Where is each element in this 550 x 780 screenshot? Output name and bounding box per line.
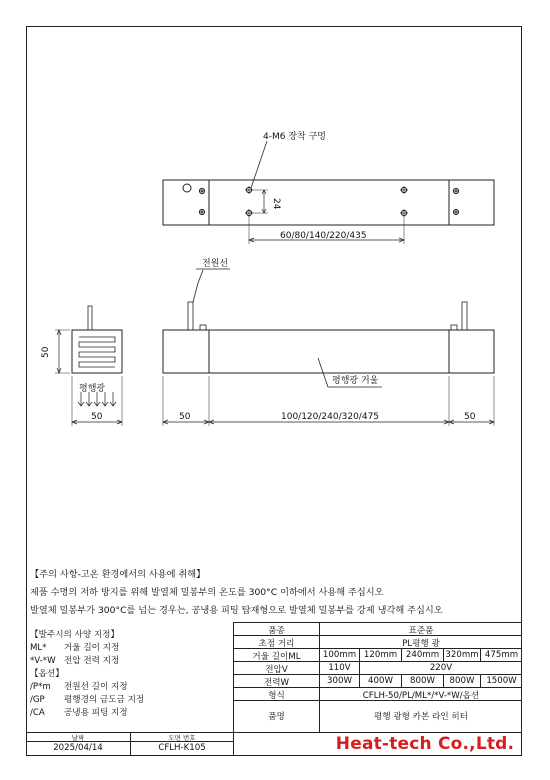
product-name-value: 평행 광형 카본 라인 히터	[374, 712, 468, 722]
product-name-label: 품명	[268, 712, 285, 722]
dim-center: 100/120/240/320/475	[281, 412, 380, 422]
order-spec-title: 【발주시의 사양 지정】	[30, 630, 120, 640]
mirror-length-320: 320mm	[445, 650, 479, 660]
side-view-body	[72, 330, 122, 373]
option-title: 【옵션】	[30, 669, 64, 679]
caution-title: 【주의 사항-고온 환경에서의 사용에 취해】	[30, 569, 206, 580]
date-header: 날짜	[71, 734, 85, 742]
mirror-label: 평행광 거울	[332, 376, 379, 386]
power-400: 400W	[368, 676, 393, 686]
heater-coil	[79, 337, 115, 367]
voltage-110: 110V	[328, 663, 351, 673]
focal-label: 초점 거리	[258, 639, 295, 649]
model-value: CFLH-50/PL/ML*/*V-*W/옵션	[362, 691, 480, 701]
power-300: 300W	[327, 676, 352, 686]
focal-value: PL평행 광	[402, 639, 440, 649]
power-cable-label: 전원선	[202, 259, 229, 269]
product-type-value: 표준품	[408, 626, 434, 636]
screw-hole-small	[183, 184, 191, 192]
beam-label: 평행광	[79, 384, 106, 394]
side-height-label: 50	[41, 346, 51, 358]
spec-ca-key: /CA	[30, 708, 45, 718]
spec-gp-desc: 평행경의 금도금 지정	[64, 695, 145, 705]
spec-ca-desc: 공냉용 피팅 지정	[64, 708, 128, 718]
power-label: 전력W	[263, 678, 290, 688]
power-1500: 1500W	[486, 676, 517, 686]
front-view	[163, 269, 494, 426]
top-view-body	[163, 180, 494, 225]
dim-right: 50	[464, 412, 476, 422]
mirror-length-475: 475mm	[484, 650, 519, 660]
power-800-a: 800W	[410, 676, 435, 686]
date-value: 2025/04/14	[53, 743, 103, 753]
drawing-no-header: 도면 번호	[168, 734, 196, 742]
spec-cable	[30, 680, 128, 692]
beam-arrows	[78, 392, 116, 406]
voltage-220: 220V	[429, 663, 453, 673]
company-logo: Heat-tech Co.,Ltd.	[335, 734, 515, 754]
caution-line-1: 제품 수명의 저하 방지를 위해 발열체 밀봉부의 온도를 300°C 이하에서 사용해 주십시오	[30, 587, 384, 598]
spec-air	[30, 706, 128, 718]
spec-v-desc: 전압 전력 지정	[64, 656, 120, 666]
power-cable	[462, 302, 467, 330]
spec-ml-key: ML*	[30, 643, 47, 653]
mirror-length-100: 100mm	[322, 650, 357, 660]
drawing-no-value: CFLH-K105	[158, 743, 206, 753]
spec-gp-key: /GP	[30, 695, 45, 705]
caution-line-2: 발열체 밀봉부가 300°C를 넘는 경우는, 공냉용 피팅 탑재형으로 발열체 밀봉부를 강제 냉각해 주십시오	[30, 605, 443, 616]
model-label: 형식	[268, 691, 285, 701]
side-view	[55, 306, 122, 426]
spec-ml	[30, 641, 119, 653]
spec-p-key: /P*m	[30, 682, 51, 692]
mirror-length-120: 120mm	[363, 650, 398, 660]
spec-v-key: *V-*W	[30, 656, 56, 666]
hole-label: 4-M6 장착 구멍	[263, 132, 326, 142]
voltage-label: 전압V	[265, 665, 288, 675]
mirror-length-label: 거울 길이ML	[252, 652, 301, 662]
spec-ml-desc: 거울 길이 지정	[64, 643, 120, 653]
top-view	[163, 141, 494, 244]
power-800-b: 800W	[449, 676, 475, 686]
dim-vertical-label: 24	[271, 198, 281, 210]
mirror-length-240: 240mm	[405, 650, 440, 660]
dim-left: 50	[179, 412, 191, 422]
front-view-body	[163, 330, 494, 373]
spec-gold	[30, 693, 144, 705]
spec-voltage	[30, 654, 119, 666]
product-type-label: 품종	[268, 626, 285, 636]
dim-hole-pitch: 60/80/140/220/435	[280, 231, 367, 241]
spec-p-desc: 전원선 길이 지정	[64, 682, 128, 692]
side-width-label: 50	[91, 412, 103, 422]
power-cable	[188, 302, 193, 330]
